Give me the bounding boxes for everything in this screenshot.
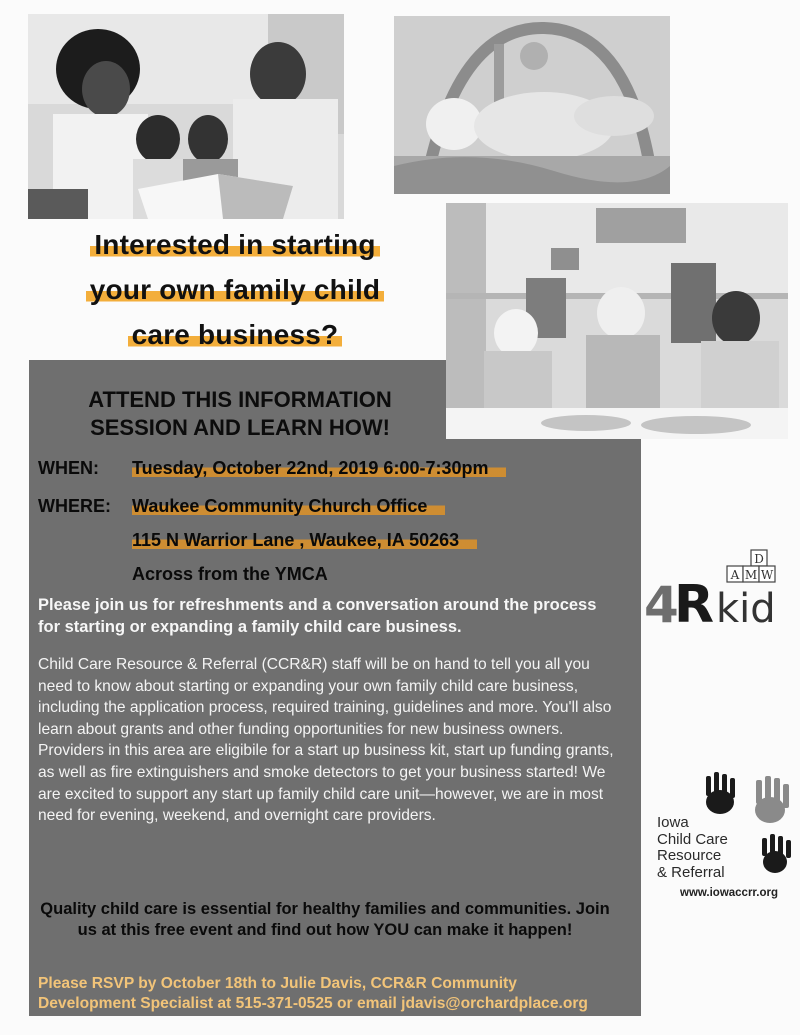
ccrr-url[interactable]: www.iowaccrr.org [680,887,778,899]
4rkids-logo [644,548,794,628]
when-row [38,458,489,479]
when-value: Tuesday, October 22nd, 2019 6:00-7:30pm [132,458,506,479]
session-title [40,386,440,442]
headline-line-1: Interested in starting [90,229,379,260]
letter-blocks-icon [727,550,775,582]
headline-line-2: your own family child [86,274,384,305]
block-a: A [730,568,740,582]
when-label: WHEN: [38,458,99,478]
body-paragraph: Child Care Resource & Referral (CCR&R) staff will be on hand to tell you all you need to know about starting or expanding your own family child care business, including the application process, required training, guidelines and more. You'll also learn about grants and other funding opportunities for new business owners. Providers in this area are eligibile for a start up business kit, start up funding grants, as well as fire extinguishers and smoke detectors to get your business started! We are excited to support any start up family child care unit—however, we are in most need for evening, weekend, and overnight care providers. [38,656,614,825]
block-w: W [760,568,774,582]
ccrr-line-1: Iowa [657,814,689,831]
block-m: M [744,568,758,582]
logo-r: R [674,575,715,628]
intro-paragraph: Please join us for refreshments and a conversation around the process for starting or expanding a family child care business. [38,596,597,636]
ccrr-logo-text [657,815,737,881]
logo-4: 4 [644,576,679,628]
session-title-line-1: ATTEND THIS INFORMATION [88,387,392,412]
where-row [38,496,428,517]
where-label: WHERE: [38,496,111,516]
family-reading-photo [28,14,344,219]
where-line-3: Across from the YMCA [132,564,328,584]
kids-painting-photo-overlay [446,203,788,439]
ccrr-line-2: Child Care [657,830,728,848]
rsvp-text [38,974,618,1014]
ccrr-line-3: Resource [657,847,722,864]
ccrr-line-4: & Referral [657,863,725,881]
where-line-1: Waukee Community Church Office [132,496,445,517]
logo-kids: kid [716,586,776,628]
session-title-line-2: SESSION AND LEARN HOW! [90,415,390,440]
rsvp-line-1: Please RSVP by October 18th to Julie Davis, CCR&R Community [38,975,517,992]
baby-playmat-photo [394,16,670,194]
where-line-2: 115 N Warrior Lane , Waukee, IA 50263 [132,530,477,551]
block-d: D [754,552,764,566]
rsvp-line-2: Development Specialist at 515-371-0525 or email jdavis@orchardplace.org [38,995,588,1012]
headline-line-3: care business? [128,319,343,350]
quality-paragraph: Quality child care is essential for healthy families and communities. Join us at this free event and find out how YOU can make it happen! [40,900,610,939]
headline [25,222,445,357]
